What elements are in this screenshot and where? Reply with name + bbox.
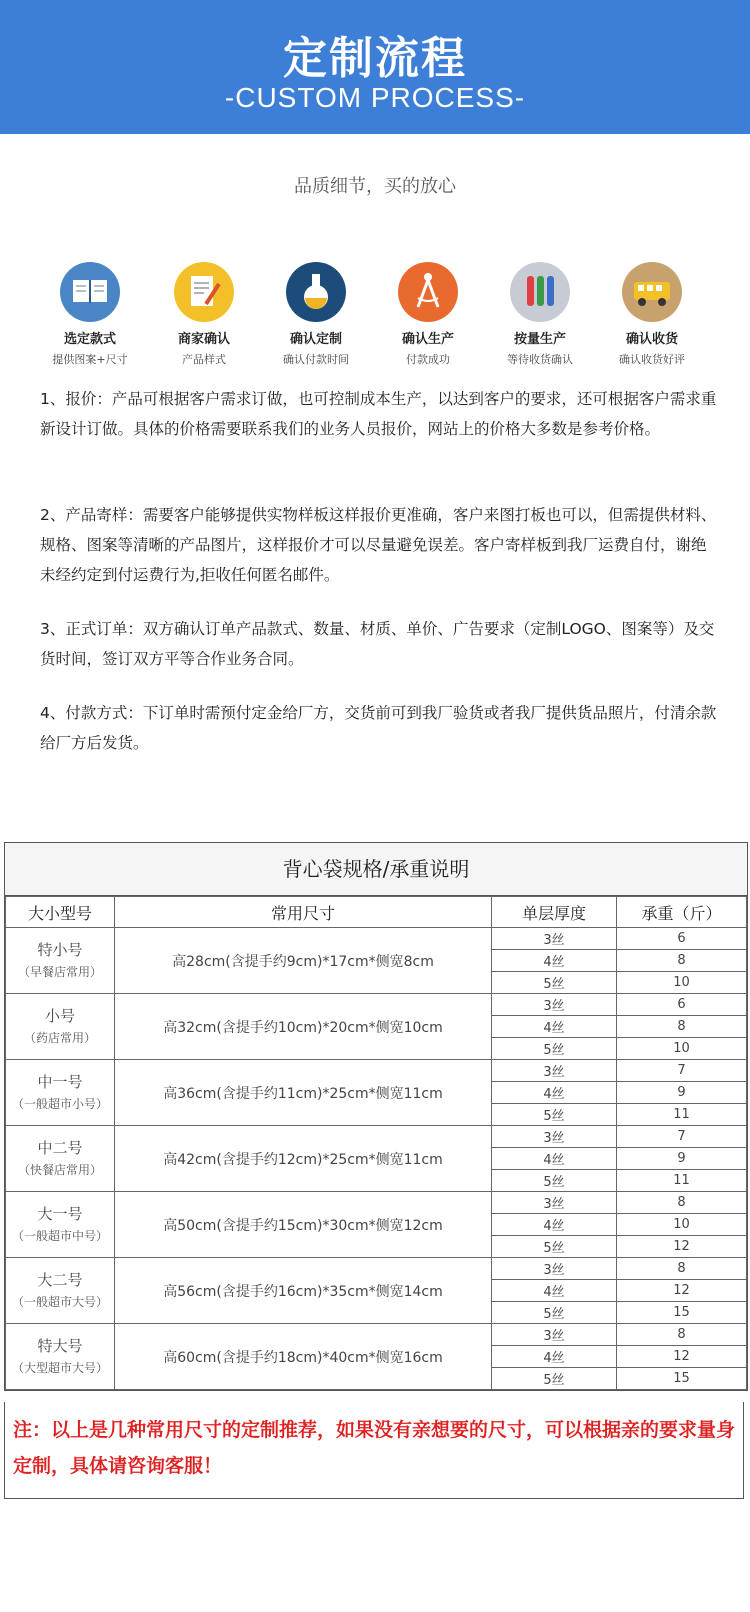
table-row [6,928,747,950]
model-name: 中一号 [37,1072,83,1091]
paragraph-payment: 4、付款方式：下订单时需预付定金给厂方，交货前可到我厂验货或者我厂提供货品照片，付清余款给厂方后发货。 [40,704,717,752]
step-select-style [35,262,145,367]
load-cell: 10 [617,1214,747,1236]
model-name: 特大号 [37,1336,83,1355]
step-confirm-custom [261,262,371,367]
load-cell: 10 [617,972,747,994]
step-desc: 等待收货确认 [507,353,573,366]
step-name: 确认收货 [625,332,678,347]
load-cell: 8 [617,950,747,972]
step-name: 选定款式 [63,332,116,347]
table-row [6,1126,747,1148]
notepad-pencil-icon [174,262,234,322]
load-cell: 12 [617,1280,747,1302]
load-cell: 8 [617,1016,747,1038]
header-size: 常用尺寸 [115,897,492,928]
step-mass-production [485,262,595,367]
thickness-cell: 3丝 [492,1324,617,1346]
table-row [6,1258,747,1280]
step-desc: 产品样式 [182,353,226,366]
model-cell [6,1324,115,1390]
table-row [6,1060,747,1082]
spec-table-container [4,842,748,1391]
thickness-cell: 4丝 [492,1082,617,1104]
thickness-cell: 3丝 [492,1192,617,1214]
header-banner [0,0,750,134]
thickness-cell: 4丝 [492,1346,617,1368]
load-cell: 15 [617,1368,747,1390]
thickness-cell: 4丝 [492,1280,617,1302]
step-name: 确认定制 [289,332,342,347]
thickness-cell: 4丝 [492,1148,617,1170]
header-thickness: 单层厚度 [492,897,617,928]
header-model: 大小型号 [6,897,115,928]
model-cell [6,994,115,1060]
spec-table [5,896,747,1390]
model-cell [6,928,115,994]
step-name: 按量生产 [513,332,566,347]
load-cell: 9 [617,1148,747,1170]
paragraph-order: 3、正式订单：双方确认订单产品款式、数量、材质、单价、广告要求（定制LOGO、图案等）及交货时间，签订双方平等合作业务合同。 [40,620,715,668]
thickness-cell: 4丝 [492,1214,617,1236]
model-cell [6,1126,115,1192]
thickness-cell: 3丝 [492,928,617,950]
table-row [6,1324,747,1346]
custom-note: 注：以上是几种常用尺寸的定制推荐，如果没有亲想要的尺寸，可以根据亲的要求量身定制，具体请咨询客服！ [4,1402,744,1499]
size-cell: 高56cm(含提手约16cm)*35cm*侧宽14cm [115,1258,492,1324]
thickness-cell: 5丝 [492,1104,617,1126]
book-icon [60,262,120,322]
step-name: 商家确认 [177,332,230,347]
spec-table-title: 背心袋规格/承重说明 [5,843,747,896]
thickness-cell: 3丝 [492,1258,617,1280]
thickness-cell: 5丝 [492,1170,617,1192]
size-cell: 高28cm(含提手约9cm)*17cm*侧宽8cm [115,928,492,994]
tagline: 品质细节，买的放心 [294,176,456,197]
page-title: 定制流程 [283,33,467,84]
step-desc: 付款成功 [406,353,450,366]
model-name: 小号 [44,1006,75,1025]
page-subtitle: -CUSTOM PROCESS- [224,82,526,113]
load-cell: 7 [617,1060,747,1082]
load-cell: 10 [617,1038,747,1060]
thickness-cell: 5丝 [492,1236,617,1258]
spec-table-body [6,928,747,1390]
model-usage: （大型超市大号） [11,1360,108,1375]
model-name: 特小号 [37,940,83,959]
header-load: 承重（斤） [617,897,747,928]
step-confirm-receipt [597,262,707,367]
table-row [6,994,747,1016]
model-usage: （一般超市中号） [11,1228,108,1243]
thickness-cell: 5丝 [492,1302,617,1324]
thickness-cell: 5丝 [492,972,617,994]
test-tubes-icon [510,262,570,322]
load-cell: 6 [617,994,747,1016]
step-name: 确认生产 [401,332,454,347]
load-cell: 11 [617,1170,747,1192]
thickness-cell: 5丝 [492,1368,617,1390]
step-confirm-production [373,262,483,367]
step-desc: 提供图案+尺寸 [52,353,128,366]
step-merchant-confirm [149,262,259,367]
model-name: 中二号 [37,1138,83,1157]
size-cell: 高42cm(含提手约12cm)*25cm*侧宽11cm [115,1126,492,1192]
load-cell: 8 [617,1192,747,1214]
thickness-cell: 4丝 [492,1016,617,1038]
model-usage: （早餐店常用） [17,964,102,979]
load-cell: 12 [617,1236,747,1258]
model-usage: （药店常用） [23,1030,96,1045]
size-cell: 高60cm(含提手约18cm)*40cm*侧宽16cm [115,1324,492,1390]
load-cell: 8 [617,1324,747,1346]
thickness-cell: 3丝 [492,1126,617,1148]
model-usage: （一般超市大号） [11,1294,108,1309]
load-cell: 15 [617,1302,747,1324]
model-name: 大一号 [37,1204,83,1223]
model-cell [6,1258,115,1324]
thickness-cell: 4丝 [492,950,617,972]
model-cell [6,1060,115,1126]
load-cell: 8 [617,1258,747,1280]
flask-icon [286,262,346,322]
compass-icon [398,262,458,322]
load-cell: 11 [617,1104,747,1126]
load-cell: 6 [617,928,747,950]
step-desc: 确认收货好评 [619,353,685,366]
size-cell: 高32cm(含提手约10cm)*20cm*侧宽10cm [115,994,492,1060]
process-steps [35,262,725,366]
load-cell: 12 [617,1346,747,1368]
model-name: 大二号 [37,1270,83,1289]
spec-table-header [6,897,747,928]
delivery-bus-icon [622,262,682,322]
table-row [6,1192,747,1214]
size-cell: 高36cm(含提手约11cm)*25cm*侧宽11cm [115,1060,492,1126]
thickness-cell: 5丝 [492,1038,617,1060]
model-cell [6,1192,115,1258]
step-desc: 确认付款时间 [283,353,349,366]
load-cell: 7 [617,1126,747,1148]
model-usage: （一般超市小号） [11,1096,108,1111]
model-usage: （快餐店常用） [17,1162,102,1177]
load-cell: 9 [617,1082,747,1104]
thickness-cell: 3丝 [492,1060,617,1082]
size-cell: 高50cm(含提手约15cm)*30cm*侧宽12cm [115,1192,492,1258]
paragraph-quote: 1、报价：产品可根据客户需求订做，也可控制成本生产，以达到客户的要求，还可根据客户需求重新设计订做。具体的价格需要联系我们的业务人员报价，网站上的价格大多数是参考价格。 [40,390,717,438]
thickness-cell: 3丝 [492,994,617,1016]
paragraph-sample: 2、产品寄样：需要客户能够提供实物样板这样报价更准确，客户来图打板也可以，但需提供材料、规格、图案等清晰的产品图片，这样报价才可以尽量避免误差。客户寄样板到我厂运费自付，谢绝未经约定到付运费行为,拒收任何匿名邮件。 [40,506,717,584]
